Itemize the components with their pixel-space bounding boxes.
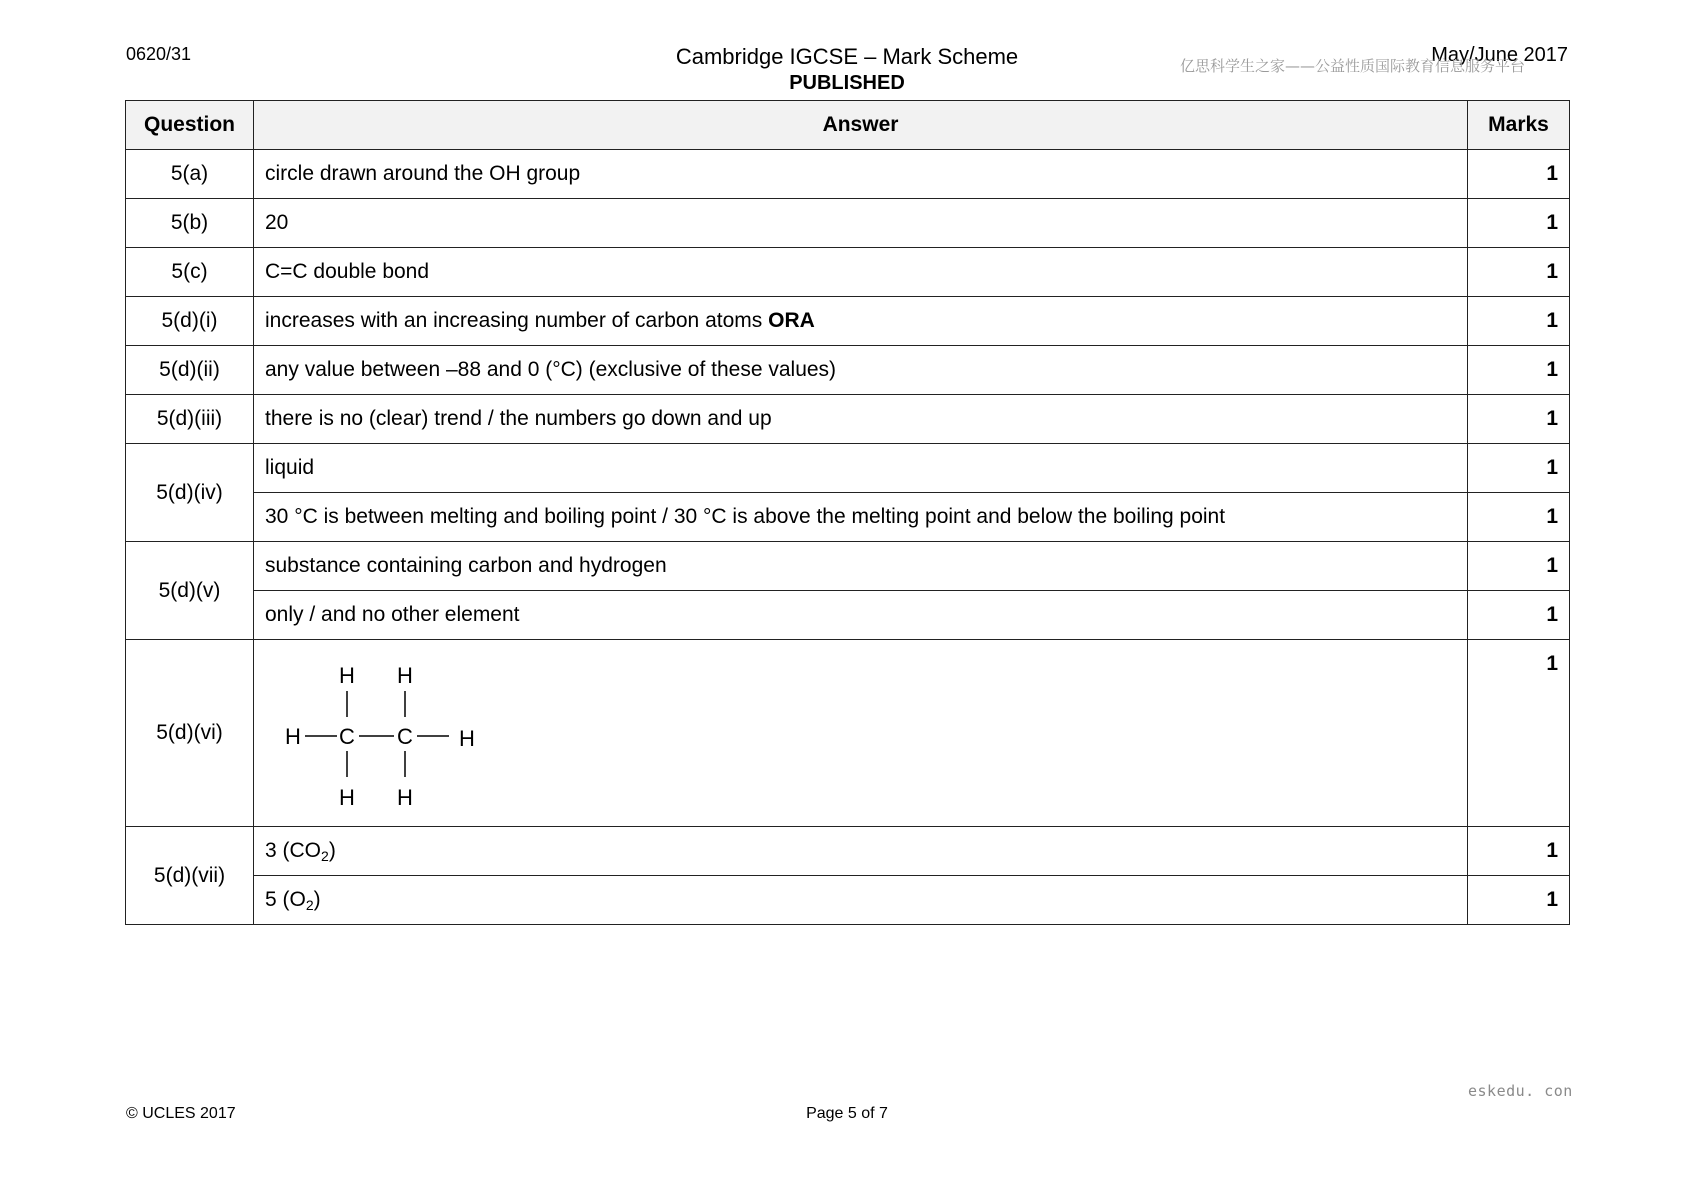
table-row — [126, 346, 1570, 395]
question-cell: 5(d)(v) — [126, 542, 254, 640]
table-row — [126, 591, 1570, 640]
table-row — [126, 248, 1570, 297]
formula-text: 3 (CO — [265, 838, 322, 862]
formula-text: ) — [313, 887, 321, 911]
table-row — [126, 493, 1570, 542]
question-cell: 5(d)(vi) — [126, 640, 254, 827]
question-cell: 5(d)(ii) — [126, 346, 254, 395]
question-cell: 5(d)(iv) — [126, 444, 254, 542]
answer-cell: circle drawn around the OH group — [254, 150, 1468, 199]
carbon-atom: C — [397, 724, 413, 749]
question-cell: 5(d)(vii) — [126, 827, 254, 925]
document-title: Cambridge IGCSE – Mark Scheme — [675, 44, 1019, 69]
table-header-row — [126, 101, 1570, 150]
answer-cell: there is no (clear) trend / the numbers go down and up — [254, 395, 1468, 444]
copyright: © UCLES 2017 — [126, 1105, 236, 1122]
marks-cell: 1 — [1468, 395, 1570, 444]
formula-subscript: 2 — [305, 896, 314, 913]
marks-header: Marks — [1468, 101, 1570, 150]
ora-label: ORA — [768, 309, 815, 332]
answer-cell: 20 — [254, 199, 1468, 248]
hydrogen-atom: H — [397, 785, 413, 810]
question-header: Question — [126, 101, 254, 150]
answer-cell — [254, 297, 1468, 346]
marks-cell: 1 — [1468, 876, 1570, 925]
marks-cell: 1 — [1468, 591, 1570, 640]
question-cell: 5(a) — [126, 150, 254, 199]
question-cell: 5(b) — [126, 199, 254, 248]
table-row — [126, 640, 1570, 827]
marks-cell: 1 — [1468, 248, 1570, 297]
footer-watermark: eskedu. con — [1468, 1082, 1573, 1100]
formula-text: ) — [328, 838, 336, 862]
marks-cell: 1 — [1468, 827, 1570, 876]
marks-cell: 1 — [1468, 199, 1570, 248]
answer-cell: only / and no other element — [254, 591, 1468, 640]
document-status: PUBLISHED — [789, 72, 905, 94]
formula-text: 5 (O — [265, 887, 306, 911]
page-number: Page 5 of 7 — [806, 1105, 888, 1122]
question-cell: 5(d)(i) — [126, 297, 254, 346]
marks-cell: 1 — [1468, 493, 1570, 542]
document-code: 0620/31 — [126, 44, 192, 64]
table-row — [126, 150, 1570, 199]
answer-cell: liquid — [254, 444, 1468, 493]
marks-cell: 1 — [1468, 346, 1570, 395]
table-row — [126, 444, 1570, 493]
hydrogen-atom: H — [397, 663, 413, 688]
marks-cell: 1 — [1468, 640, 1570, 827]
answer-cell: substance containing carbon and hydrogen — [254, 542, 1468, 591]
answer-header: Answer — [254, 101, 1468, 150]
table-row — [126, 199, 1570, 248]
answer-cell — [254, 827, 1468, 876]
marks-cell: 1 — [1468, 444, 1570, 493]
exam-session: May/June 2017 — [1431, 44, 1568, 66]
question-cell: 5(c) — [126, 248, 254, 297]
answer-text: increases with an increasing number of carbon atoms — [265, 309, 763, 332]
answer-cell: C=C double bond — [254, 248, 1468, 297]
marks-cell: 1 — [1468, 150, 1570, 199]
table-row — [126, 395, 1570, 444]
table-row — [126, 876, 1570, 925]
answer-cell: 30 °C is between melting and boiling point / 30 °C is above the melting point and below the boiling point — [254, 493, 1468, 542]
hydrogen-atom: H — [285, 724, 301, 749]
answer-cell: any value between –88 and 0 (°C) (exclusive of these values) — [254, 346, 1468, 395]
mark-scheme-table — [125, 100, 1570, 925]
hydrogen-atom: H — [339, 663, 355, 688]
hydrogen-atom: H — [459, 726, 475, 751]
header-watermark: 亿思科学生之家——公益性质国际教育信息服务平台 — [1180, 57, 1526, 75]
table-row — [126, 827, 1570, 876]
marks-cell: 1 — [1468, 542, 1570, 591]
hydrogen-atom: H — [339, 785, 355, 810]
table-row — [126, 542, 1570, 591]
ethane-structure-diagram — [281, 653, 501, 813]
formula-subscript: 2 — [321, 847, 329, 864]
question-cell: 5(d)(iii) — [126, 395, 254, 444]
answer-cell — [254, 640, 1468, 827]
table-row — [126, 297, 1570, 346]
carbon-atom: C — [339, 724, 355, 749]
answer-cell — [254, 876, 1468, 925]
marks-cell: 1 — [1468, 297, 1570, 346]
